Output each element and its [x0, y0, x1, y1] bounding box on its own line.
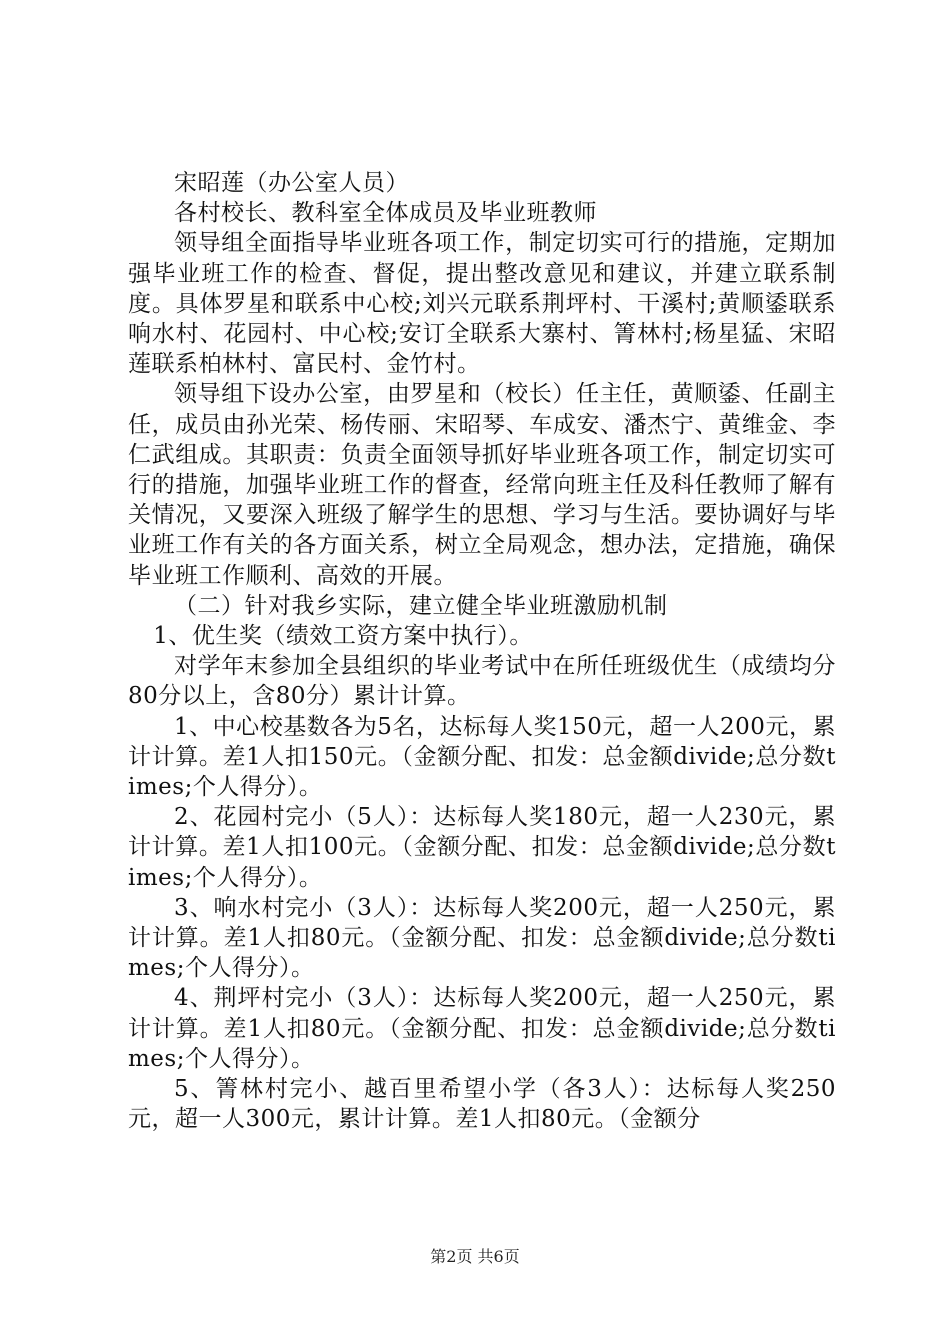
paragraph: 领导组全面指导毕业班各项工作，制定切实可行的措施，定期加强毕业班工作的检查、督促，提出整改意见和建议，并建立联系制度。具体罗星和联系中心校;刘兴元联系荆坪村、干溪村;黄顺鋈联系响水村、花园村、中心校;安订全联系大寨村、箐林村;杨星猛、宋昭莲联系柏林村、富民村、金竹村。 — [128, 230, 836, 378]
list-item: 4、荆坪村完小（3人）：达标每人奖200元，超一人250元，累计计算。差1人扣80元。（金额分配、扣发：总金额divide;总分数times;个人得分）。 — [128, 985, 836, 1072]
paragraph: 1、优生奖（绩效工资方案中执行）。 — [153, 623, 533, 650]
paragraph: 对学年末参加全县组织的毕业考试中在所任班级优生（成绩均分80分以上，含80分）累计计算。 — [128, 653, 836, 710]
document-body — [128, 168, 836, 1135]
page-footer: 第2页 共6页 — [430, 1247, 520, 1266]
list-item: 5、箐林村完小、越百里希望小学（各3人）：达标每人奖250元，超一人300元，累计计算。差1人扣80元。（金额分 — [128, 1076, 836, 1133]
section-heading: （二）针对我乡实际，建立健全毕业班激励机制 — [174, 592, 668, 619]
list-item: 2、花园村完小（5人）：达标每人奖180元，超一人230元，累计计算。差1人扣100元。（金额分配、扣发：总金额divide;总分数times;个人得分）。 — [128, 804, 836, 891]
list-item: 3、响水村完小（3人）：达标每人奖200元，超一人250元，累计计算。差1人扣80元。（金额分配、扣发：总金额divide;总分数times;个人得分）。 — [128, 894, 836, 982]
list-item: 1、中心校基数各为5名，达标每人奖150元，超一人200元，累计计算。差1人扣150元。（金额分配、扣发：总金额divide;总分数times;个人得分）。 — [128, 713, 836, 801]
paragraph: 各村校长、教科室全体成员及毕业班教师 — [174, 200, 597, 227]
paragraph: 宋昭莲（办公室人员） — [174, 170, 409, 196]
paragraph: 领导组下设办公室，由罗星和（校长）任主任，黄顺鋈、任副主任，成员由孙光荣、杨传丽、宋昭琴、车成安、潘杰宁、黄维金、李仁武组成。其职责：负责全面领导抓好毕业班各项工作，制定切实可行的措施，加强毕业班工作的督查，经常向班主任及科任教师了解有关情况，又要深入班级了解学生的思想、学习与生活。要协调好与毕业班工作有关的各方面关系，树立全局观念，想办法，定措施，确保毕业班工作顺利、高效的开展。 — [128, 381, 836, 589]
